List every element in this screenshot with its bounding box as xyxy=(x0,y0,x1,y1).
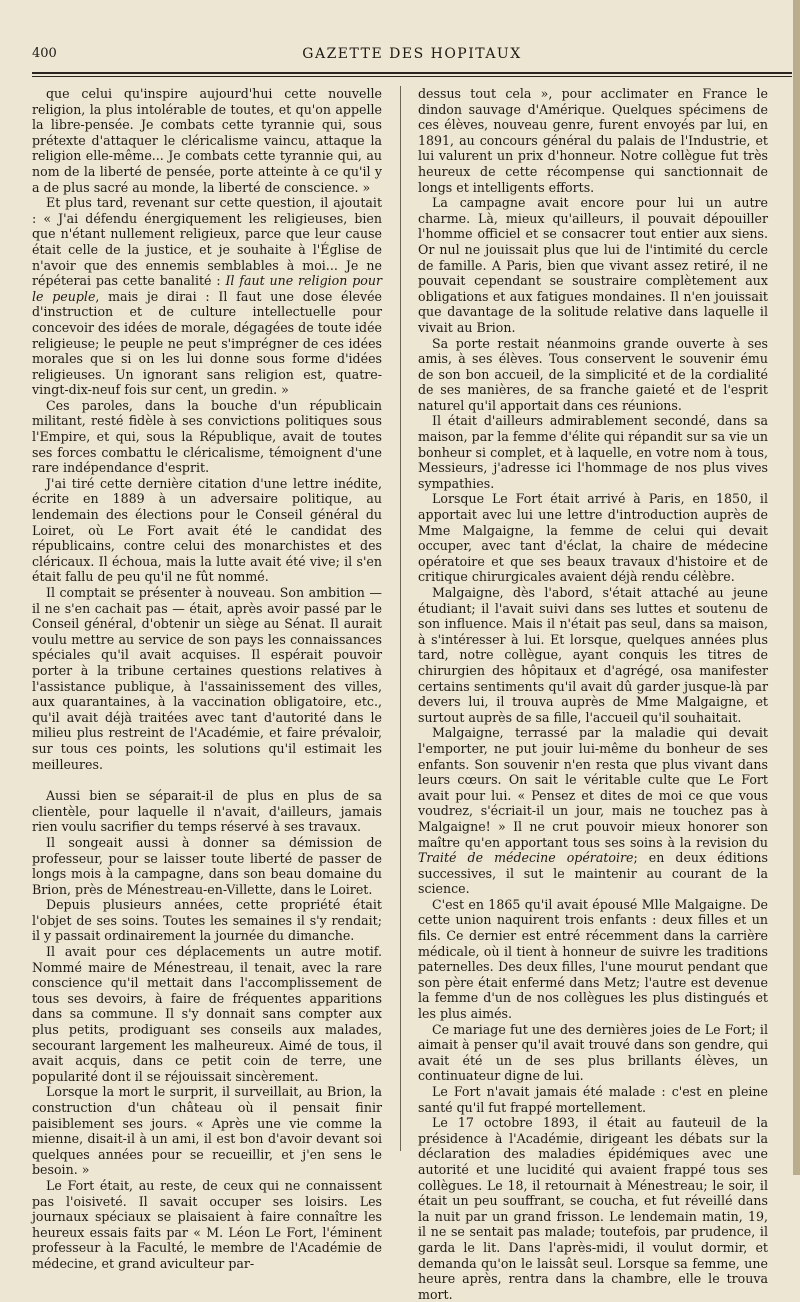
paragraph xyxy=(32,835,382,897)
text-segment: Lorsque Le Fort était arrivé à Paris, en 1850, il apportait avec lui une lettre d'introduction auprès de Mme Malgaigne, la femme de celui qui devait occuper, avec tant d'éclat, la chaire de médecine opératoire et que ses beaux travaux d'histoire et de critique chirurgicales avaient déjà rendu célèbre. xyxy=(418,491,768,585)
text-segment: Il avait pour ces déplacements un autre motif. Nommé maire de Ménestreau, il tenait, avec la rare conscience qu'il mettait dans l'accomplissement de tous ses devoirs, à faire de fréquentes apparitions dans sa commune. Il s'y donnait sans compter aux plus petits, prodiguant ses conseils aux malades, secourant largement les malheureux. Aimé de tous, il avait acquis, dans ce petit coin de terre, une popularité dont il se réjouissait sincèrement. xyxy=(32,944,382,1084)
paragraph xyxy=(32,398,382,476)
paragraph xyxy=(32,476,382,585)
text-segment: Le 17 octobre 1893, il était au fauteuil de la présidence à l'Académie, dirigeant les débats sur la déclaration des maladies épidémiques avec une autorité et une lucidité qui avaient frappé tous ses collègues. Le 18, il retournait à Ménestreau; le soir, il était un peu souffrant, se coucha, et fut réveillé dans la nuit par un grand frisson. Le lendemain matin, 19, il ne se sentait pas malade; toutefois, par prudence, il garda le lit. Dans l'après-midi, il voulut dormir, et demanda qu'on le laissât seul. Lorsque sa femme, une heure après, rentra dans la chambre, elle le trouva mort. xyxy=(418,1115,768,1302)
paragraph xyxy=(32,897,382,944)
text-segment: ; en deux éditions successives, il sut le maintenir au courant de la science. xyxy=(418,850,768,897)
text-segment: C'est en 1865 qu'il avait épousé Mlle Malgaigne. De cette union naquirent trois enfants : deux filles et un fils. Ce dernier est entré récemment dans la carrière médicale, où il tient à honneur de suivre les traditions paternelles. Des deux filles, l'une mourut pendant que son père était enfermé dans Metz; l'autre est devenue la femme d'un de nos collègues les plus distingués et les plus aimés. xyxy=(418,896,768,1022)
italic-phrase: Il faut une religion pour le peuple xyxy=(32,273,382,304)
section-gap xyxy=(32,772,382,788)
header-rule-thin xyxy=(32,76,792,77)
text-segment: Il était d'ailleurs admirablement secondé, dans sa maison, par la femme d'élite qui répandit sur sa vie un bonheur si complet, et à laquelle, en votre nom à tous, Messieurs, j'adresse ici l'hommage de nos plus vives sympathies. xyxy=(418,413,768,491)
text-segment: La campagne avait encore pour lui un autre charme. Là, mieux qu'ailleurs, il pouvait dépouiller l'homme officiel et se consacrer tout entier aux siens. Or nul ne jouissait plus que lui de l'intimité du cercle de famille. A Paris, bien que vivant assez retiré, il ne pouvait cependant se soustraire complètement aux obligations et aux fatigues mondaines. Il n'en jouissait que davantage de la solitude relative dans laquelle il vivait au Brion. xyxy=(418,195,768,335)
text-segment: Il songeait aussi à donner sa démission de professeur, pour se laisser toute liberté de passer de longs mois à la campagne, dans son beau domaine du Brion, près de Ménestreau-en-Villette, dans le Loiret. xyxy=(32,834,382,897)
text-segment: Lorsque la mort le surprit, il surveillait, au Brion, la construction d'un château où il pensait finir paisiblement ses jours. « Après une vie comme la mienne, disait-il à un ami, il est bon d'avoir devant soi quelques années pour se recueillir, et j'en sens le besoin. » xyxy=(32,1084,382,1178)
paragraph xyxy=(418,585,768,725)
journal-title: GAZETTE DES HOPITAUX xyxy=(302,46,522,62)
paragraph xyxy=(32,1178,382,1272)
text-segment: , mais je dirai : Il faut une dose élevée d'instruction et de culture intellectuelle pour concevoir des idées de morale, dégagées de toute idée religieuse; le peuple ne peut s'imprégner de ces idées morales que si on les lui donne sous forme d'idées religieuses. Un ignorant sans religion est, quatre-vingt-dix-neuf fois sur cent, un gredin. » xyxy=(32,288,382,398)
text-segment: Le Fort n'avait jamais été malade : c'est en pleine santé qu'il fut frappé mortellement. xyxy=(418,1084,768,1115)
text-segment: Depuis plusieurs années, cette propriété était l'objet de ses soins. Toutes les semaines il s'y rendait; il y passait ordinairement la journée du dimanche. xyxy=(32,897,382,944)
text-segment: Sa porte restait néanmoins grande ouverte à ses amis, à ses élèves. Tous conservent le souvenir ému de son bon accueil, de la simplicité et de la cordialité de ses manières, de sa franche gaieté et de l'esprit naturel qu'il apportait dans ces réunions. xyxy=(418,335,768,413)
paragraph xyxy=(32,1084,382,1178)
page-edge xyxy=(793,0,800,1175)
paragraph xyxy=(418,1115,768,1302)
italic-phrase: Traité de médecine opératoire xyxy=(418,850,634,866)
page-number: 400 xyxy=(32,46,57,61)
paragraph xyxy=(418,336,768,414)
paragraph xyxy=(418,725,768,897)
text-segment: Aussi bien se séparait-il de plus en plus de sa clientèle, pour laquelle il n'avait, d'ailleurs, jamais rien voulu sacrifier du temps réservé à ses travaux. xyxy=(32,788,382,835)
text-segment: Ces paroles, dans la bouche d'un républicain militant, resté fidèle à ses convictions politiques sous l'Empire, et qui, sous la République, avait de toutes ses forces combattu le cléricalisme, témoignent d'une rare indépendance d'esprit. xyxy=(32,397,382,476)
page-header xyxy=(32,46,792,68)
text-segment: Ce mariage fut une des dernières joies de Le Fort; il aimait à penser qu'il avait trouvé dans son gendre, qui avait été un de ses plus brillants élèves, un continuateur digne de lui. xyxy=(418,1021,768,1084)
left-column xyxy=(32,86,382,1271)
text-segment: Il comptait se présenter à nouveau. Son ambition — il ne s'en cachait pas — était, après avoir passé par le Conseil général, d'obtenir un siège au Sénat. Il aurait voulu mettre au service de son pays les connaissances spéciales qu'il avait acquises. Il espérait pouvoir porter à la tribune certaines questions relatives à l'assistance publique, à l'assainissement des villes, aux quarantaines, à la vaccination obligatoire, etc., qu'il avait déjà traitées avec tant d'autorité dans le milieu plus restreint de l'Académie, et faire prévaloir, sur tous ces points, les solutions qu'il estimait les meilleures. xyxy=(32,585,382,772)
header-rule-thick xyxy=(32,72,792,74)
text-segment: Malgaigne, terrassé par la maladie qui devait l'emporter, ne put jouir lui-même du bonheur de ses enfants. Son souvenir n'en resta que plus vivant dans leurs cœurs. On sait le véritable culte que Le Fort avait pour lui. « Pensez et dites de moi ce que vous voudrez, s'écriait-il un jour, mais ne touchez pas à Malgaigne! » Il ne crut pouvoir mieux honorer son maître qu'en apportant tous ses soins à la revision du xyxy=(418,725,768,850)
paragraph xyxy=(418,491,768,585)
text-segment: Le Fort était, au reste, de ceux qui ne connaissent pas l'oisiveté. Il savait occuper ses loisirs. Les journaux spéciaux se plaisaient à faire connaître les heureux essais faits par « M. Léon Le Fort, l'éminent professeur à la Faculté, le membre de l'Académie de médecine, et grand aviculteur par- xyxy=(32,1177,382,1271)
text-segment: J'ai tiré cette dernière citation d'une lettre inédite, écrite en 1889 à un adversaire politique, au lendemain des élections pour le Conseil général du Loiret, où Le Fort avait été le candidat des républicains, contre celui des monarchistes et des cléricaux. Il échoua, mais la lutte avait été vive; il s'en était fallu de peu qu'il ne fût nommé. xyxy=(32,475,382,585)
paragraph xyxy=(32,788,382,835)
right-column xyxy=(418,86,768,1302)
paragraph xyxy=(32,585,382,772)
paragraph xyxy=(418,897,768,1022)
paragraph xyxy=(418,1084,768,1115)
column-divider xyxy=(400,86,401,1151)
paragraph xyxy=(418,86,768,195)
paragraph xyxy=(32,944,382,1084)
text-segment: que celui qu'inspire aujourd'hui cette nouvelle religion, la plus intolérable de toutes, et qu'on appelle la libre-pensée. Je combats cette tyrannie qui, sous prétexte d'attaquer le cléricalisme vaincu, attaque la religion elle-même... Je combats cette tyrannie qui, au nom de la liberté de pensée, porte atteinte à ce qu'il y a de plus sacré au monde, la liberté de conscience. » xyxy=(32,86,382,195)
paragraph xyxy=(32,86,382,195)
text-segment: Malgaigne, dès l'abord, s'était attaché au jeune étudiant; il l'avait suivi dans ses luttes et soutenu de son influence. Mais il n'était pas seul, dans sa maison, à s'intéresser à lui. Et lorsque, quelques années plus tard, notre collègue, ayant conquis les titres de chirurgien des hôpitaux et d'agrégé, osa manifester certains sentiments qu'il avait dû garder jusque-là par devers lui, il trouva auprès de Mme Malgaigne, et surtout auprès de sa fille, l'accueil qu'il souhaitait. xyxy=(418,585,768,725)
text-segment: dessus tout cela », pour acclimater en France le dindon sauvage d'Amérique. Quelques spécimens de ces élèves, nouveau genre, furent envoyés par lui, en 1891, au concours général du palais de l'Industrie, et lui valurent un prix d'honneur. Notre collègue fut très heureux de cette récompense qui sanctionnait de longs et intelligents efforts. xyxy=(418,86,768,195)
paragraph xyxy=(418,1022,768,1084)
paragraph xyxy=(32,195,382,398)
paragraph xyxy=(418,413,768,491)
text-segment: Et plus tard, revenant sur cette question, il ajoutait : « J'ai défendu énergiquement les religieuses, bien que n'étant nullement religieux, parce que leur cause était celle de la justice, et je souhaite à l'Église de n'avoir que des ennemis semblables à moi... Je ne répéterai pas cette banalité : xyxy=(32,195,382,289)
paragraph xyxy=(418,195,768,335)
